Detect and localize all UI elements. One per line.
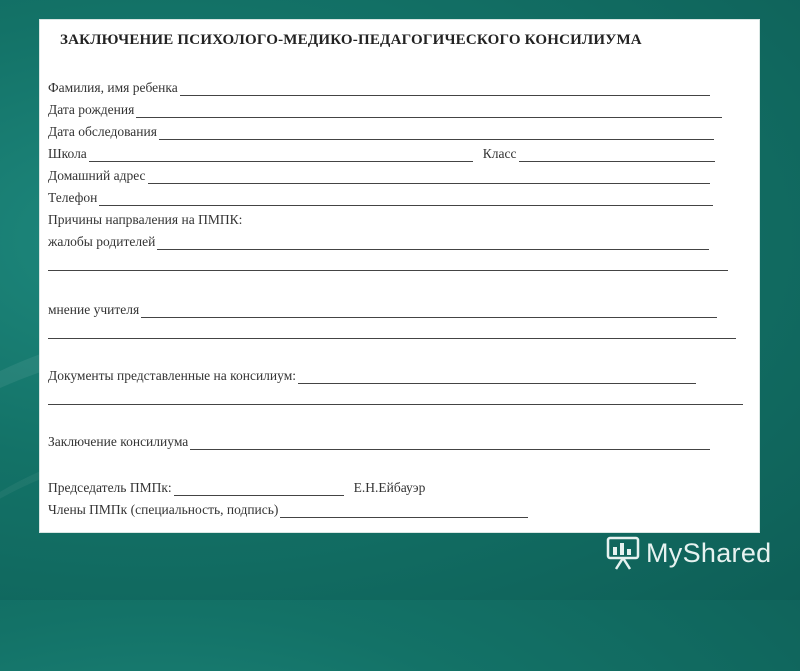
field-label: Телефон [48, 190, 98, 205]
field-label: Председатель ПМПк: [48, 480, 172, 495]
chairman-signature-line[interactable] [174, 483, 344, 496]
field-teacher-opinion [48, 302, 717, 318]
watermark-brand: MyShared [646, 537, 772, 568]
school-input-line[interactable] [89, 149, 473, 162]
birth-date-input-line[interactable] [136, 105, 722, 118]
field-label: Школа [48, 146, 87, 161]
field-label: мнение учителя [48, 302, 140, 317]
field-label: Члены ПМПк (специальность, подпись) [48, 502, 279, 517]
class-input-line[interactable] [519, 149, 715, 162]
documents-input-line[interactable] [298, 371, 696, 384]
phone-input-line[interactable] [99, 193, 713, 206]
teacher-opinion-input-line[interactable] [141, 305, 717, 318]
field-exam-date [48, 124, 714, 140]
field-referral-reasons [48, 212, 242, 228]
field-label: Документы представленные на консилиум: [48, 368, 297, 383]
child-name-input-line[interactable] [180, 83, 710, 96]
exam-date-input-line[interactable] [159, 127, 714, 140]
field-address [48, 168, 710, 184]
field-label-class: Класс [482, 146, 517, 161]
parent-complaints-extra-line-row [48, 258, 728, 271]
documents-extra-line[interactable] [48, 392, 743, 405]
field-conclusion [48, 434, 710, 450]
documents-extra-line-row [48, 392, 743, 405]
teacher-opinion-extra-line-row [48, 326, 736, 339]
presentation-board-icon [606, 535, 640, 571]
field-label: Дата обследования [48, 124, 157, 139]
field-members [48, 502, 528, 518]
form-sheet [39, 19, 760, 533]
members-signature-line[interactable] [280, 505, 528, 518]
field-birth-date [48, 102, 722, 118]
form-title: ЗАКЛЮЧЕНИЕ ПСИХОЛОГО-МЕДИКО-ПЕДАГОГИЧЕСКОГО КОНСИЛИУМА [60, 32, 642, 48]
parent-complaints-extra-line[interactable] [48, 258, 728, 271]
field-label: жалобы родителей [48, 234, 156, 249]
field-documents [48, 368, 696, 384]
field-parent-complaints [48, 234, 709, 250]
parent-complaints-input-line[interactable] [157, 237, 709, 250]
chairman-name: Е.Н.Ейбауэр [353, 480, 426, 495]
conclusion-input-line[interactable] [190, 437, 710, 450]
myshared-watermark [606, 535, 771, 571]
field-label: Причины напрваления на ПМПК: [48, 212, 243, 227]
field-chairman [48, 480, 425, 496]
address-input-line[interactable] [148, 171, 710, 184]
field-label: Заключение консилиума [48, 434, 189, 449]
teacher-opinion-extra-line[interactable] [48, 326, 736, 339]
field-label: Фамилия, имя ребенка [48, 80, 178, 95]
field-school [48, 146, 715, 162]
field-phone [48, 190, 713, 206]
field-child-name [48, 80, 710, 96]
field-label: Дата рождения [48, 102, 135, 117]
field-label: Домашний адрес [48, 168, 146, 183]
